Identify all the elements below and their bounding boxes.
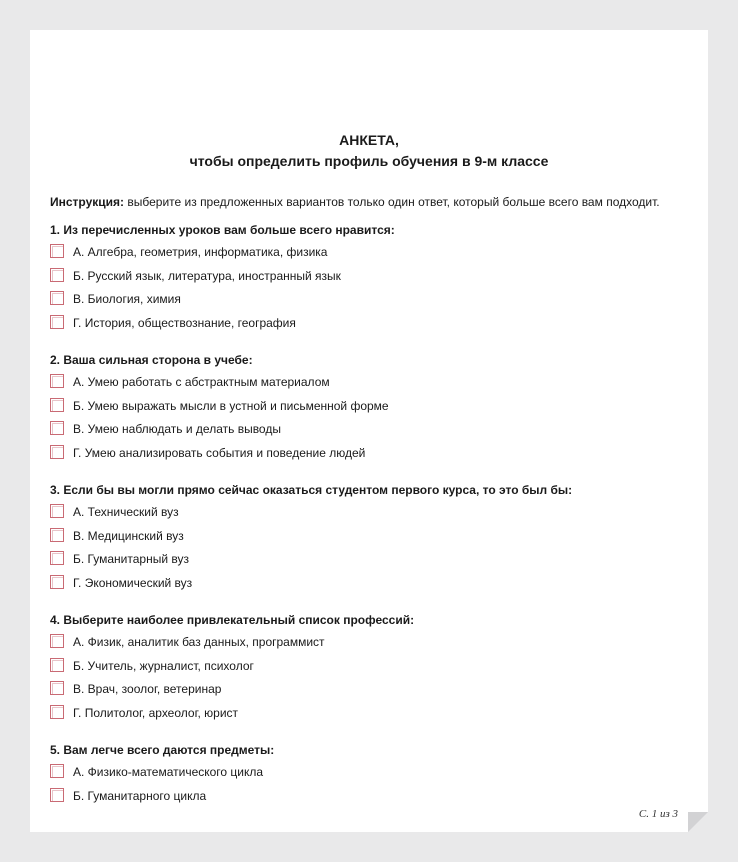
checkbox[interactable] — [50, 268, 64, 282]
checkbox[interactable] — [50, 528, 64, 542]
checkbox[interactable] — [50, 445, 64, 459]
option-label: В. Биология, химия — [73, 292, 181, 306]
option-label: Г. Экономический вуз — [73, 576, 193, 590]
option-label: Б. Гуманитарного цикла — [73, 789, 207, 803]
questionnaire-page — [30, 30, 708, 832]
option-label: А. Физик, аналитик баз данных, программист — [73, 635, 325, 649]
checkbox[interactable] — [50, 374, 64, 388]
question-1: 1. Из перечисленных уроков вам больше всего нравится: — [50, 223, 395, 237]
page-number: С. 1 из 3 — [638, 808, 678, 820]
option-label: А. Алгебра, геометрия, информатика, физика — [73, 245, 328, 259]
checkbox[interactable] — [50, 681, 64, 695]
question-3: 3. Если бы вы могли прямо сейчас оказаться студентом первого курса, то это был бы: — [50, 483, 573, 497]
option-label: А. Умею работать с абстрактным материалом — [73, 375, 330, 389]
instruction-label: Инструкция: — [50, 195, 125, 209]
checkbox[interactable] — [50, 421, 64, 435]
checkbox[interactable] — [50, 291, 64, 305]
option-label: Г. История, обществознание, география — [73, 316, 296, 330]
question-2: 2. Ваша сильная сторона в учебе: — [50, 353, 253, 367]
title-line-1: АНКЕТА, — [339, 132, 399, 148]
question-4: 4. Выберите наиболее привлекательный список профессий: — [50, 613, 415, 627]
option-label: Б. Гуманитарный вуз — [73, 552, 189, 566]
option-label: В. Медицинский вуз — [73, 529, 184, 543]
checkbox[interactable] — [50, 658, 64, 672]
option-label: Г. Умею анализировать события и поведение людей — [73, 446, 366, 460]
option-label: А. Физико-математического цикла — [73, 765, 264, 779]
option-label: А. Технический вуз — [73, 505, 179, 519]
checkbox[interactable] — [50, 705, 64, 719]
option-label: Г. Политолог, археолог, юрист — [73, 706, 239, 720]
checkbox[interactable] — [50, 764, 64, 778]
checkbox[interactable] — [50, 315, 64, 329]
checkbox[interactable] — [50, 788, 64, 802]
checkbox[interactable] — [50, 634, 64, 648]
instruction — [50, 194, 700, 210]
instruction-text: выберите из предложенных вариантов только один ответ, который больше всего вам подходит. — [124, 195, 660, 209]
checkbox[interactable] — [50, 244, 64, 258]
option-label: В. Врач, зоолог, ветеринар — [73, 682, 222, 696]
option-label: Б. Умею выражать мысли в устной и письменной форме — [73, 399, 389, 413]
checkbox[interactable] — [50, 575, 64, 589]
option-label: Б. Русский язык, литература, иностранный язык — [73, 269, 341, 283]
checkbox[interactable] — [50, 551, 64, 565]
page-corner-fold — [688, 812, 708, 832]
checkbox[interactable] — [50, 398, 64, 412]
checkbox[interactable] — [50, 504, 64, 518]
option-label: В. Умею наблюдать и делать выводы — [73, 422, 281, 436]
option-label: Б. Учитель, журналист, психолог — [73, 659, 254, 673]
question-5: 5. Вам легче всего даются предметы: — [50, 743, 275, 757]
title-line-2: чтобы определить профиль обучения в 9-м классе — [189, 153, 549, 169]
page-title — [30, 130, 708, 172]
